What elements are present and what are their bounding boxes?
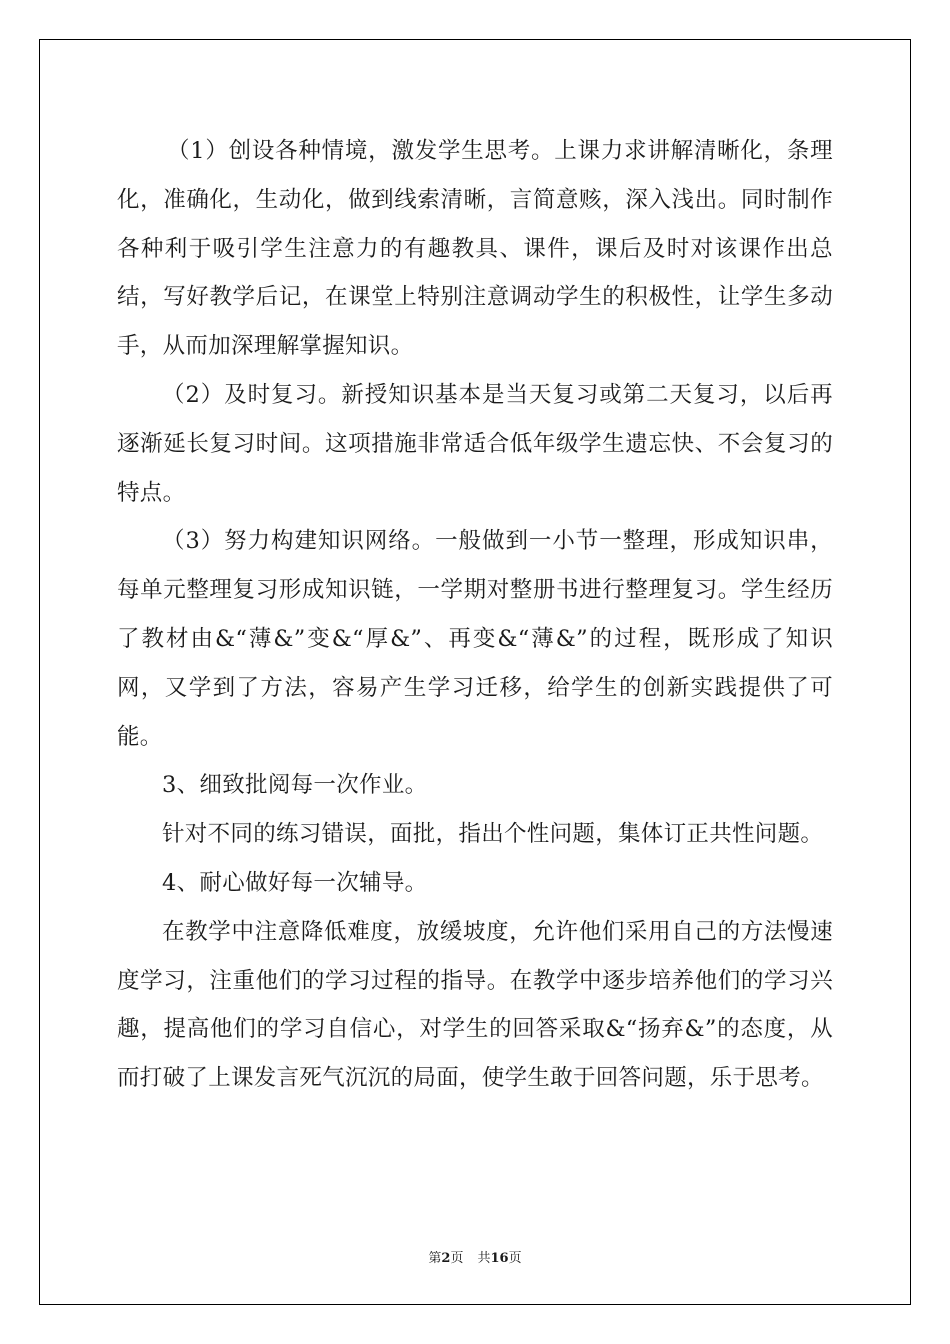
page-footer — [0, 1247, 950, 1266]
paragraph-5: 在教学中注意降低难度，放缓坡度，允许他们采用自己的方法慢速度学习，注重他们的学习过程的指导。在教学中逐步培养他们的学习兴趣，提高他们的学习自信心，对学生的回答采取&“扬弃&”的态度，从而打破了上课发言死气沉沉的局面，使学生敢于回答问题，乐于思考。 — [117, 918, 833, 1092]
total-suffix: 页 — [508, 1251, 522, 1266]
paragraph-2: （2）及时复习。新授知识基本是当天复习或第二天复习，以后再逐渐延长复习时间。这项措施非常适合低年级学生遗忘快、不会复习的特点。 — [117, 381, 833, 506]
paragraph-4: 针对不同的练习错误，面批，指出个性问题，集体订正共性问题。 — [162, 821, 824, 848]
heading-4: 4、耐心做好每一次辅导。 — [162, 869, 428, 896]
total-pages: 16 — [490, 1251, 509, 1266]
page-suffix: 页 — [450, 1251, 464, 1266]
page-number: 2 — [441, 1251, 451, 1266]
heading-3: 3、细致批阅每一次作业。 — [162, 772, 428, 799]
paragraph-3: （3）努力构建知识网络。一般做到一小节一整理，形成知识串，每单元整理复习形成知识链，一学期对整册书进行整理复习。学生经历了教材由&“薄&”变&“厚&”、再变&“薄&”的过程，既形成了知识网，又学到了方法，容易产生学习迁移，给学生的创新实践提供了可能。 — [117, 528, 833, 750]
page-prefix: 第 — [428, 1251, 442, 1266]
paragraph-1: （1）创设各种情境，激发学生思考。上课力求讲解清晰化，条理化，准确化，生动化，做到线索清晰，言简意赅，深入浅出。同时制作各种利于吸引学生注意力的有趣教具、课件，课后及时对该课作出总结，写好教学后记，在课堂上特别注意调动学生的积极性，让学生多动手，从而加深理解掌握知识。 — [117, 138, 833, 360]
total-prefix: 共 — [477, 1251, 491, 1266]
document-body — [117, 127, 833, 1103]
